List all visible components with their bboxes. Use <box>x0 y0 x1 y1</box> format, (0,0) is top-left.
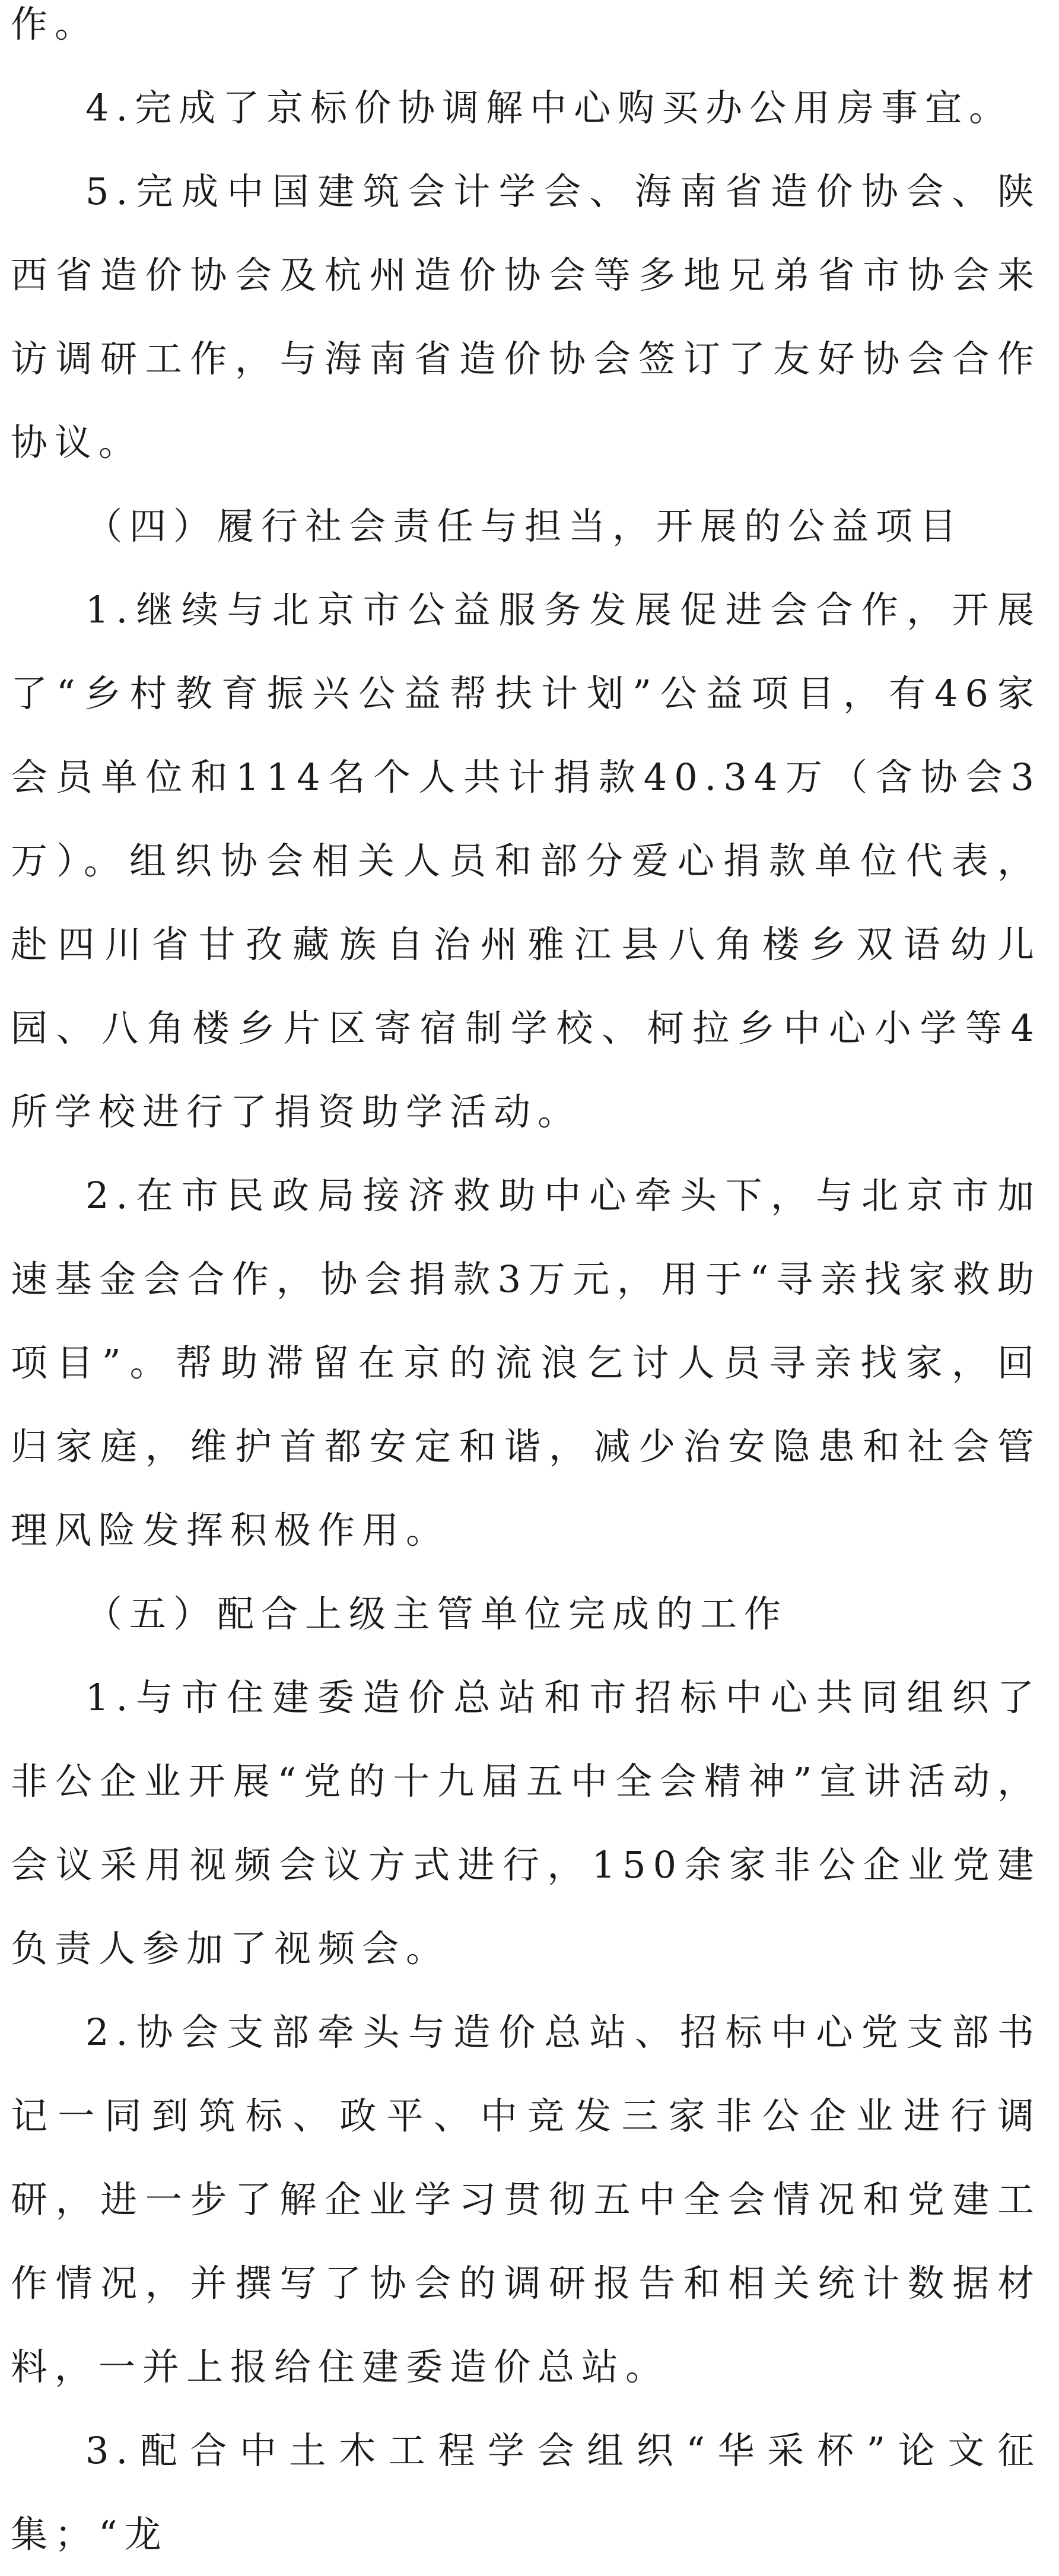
list-item-2: 2.协会支部牵头与造价总站、招标中心党支部书记一同到筑标、政平、中竞发三家非公企业进行调研，进一步了解企业学习贯彻五中全会情况和党建工作情况，并撰写了协会的调研报告和相关统计数据材料，一并上报给住建委造价总站。 <box>11 2010 1041 2388</box>
list-item-2: 2.在市民政局接济救助中心牵头下，与北京市加速基金会合作，协会捐款3万元，用于“寻亲找家救助项目”。帮助滞留在京的流浪乞讨人员寻亲找家，回归家庭，维护首都安定和谐，减少治安隐患和社会管理风险发挥积极作用。 <box>11 1174 1041 1552</box>
paragraph-continuation: 作。 <box>11 2 99 46</box>
section-heading-4: （四）履行社会责任与担当，开展的公益项目 <box>85 504 964 548</box>
list-item-4: 4.完成了京标价协调解中心购买办公用房事宜。 <box>85 86 1013 129</box>
list-item-5: 5.完成中国建筑会计学会、海南省造价协会、陕西省造价协会及杭州造价协会等多地兄弟省市协会来访调研工作，与海南省造价协会签订了友好协会合作协议。 <box>11 170 1041 464</box>
list-item-1: 1.与市住建委造价总站和市招标中心共同组织了非公企业开展“党的十九届五中全会精神”宣讲活动，会议采用视频会议方式进行，150余家非公企业党建负责人参加了视频会。 <box>11 1676 1041 1970</box>
section-heading-5: （五）配合上级主管单位完成的工作 <box>85 1592 788 1635</box>
list-item-3: 3.配合中土木工程学会组织“华采杯”论文征集；“龙 <box>11 2429 1041 2556</box>
list-item-1: 1.继续与北京市公益服务发展促进会合作，开展了“乡村教育振兴公益帮扶计划”公益项目，有46家会员单位和114名个人共计捐款40.34万（含协会3万）。组织协会相关人员和部分爱心捐款单位代表，赴四川省甘孜藏族自治州雅江县八角楼乡双语幼儿园、八角楼乡片区寄宿制学校、柯拉乡中心小学等4所学校进行了捐资助学活动。 <box>11 588 1041 1133</box>
